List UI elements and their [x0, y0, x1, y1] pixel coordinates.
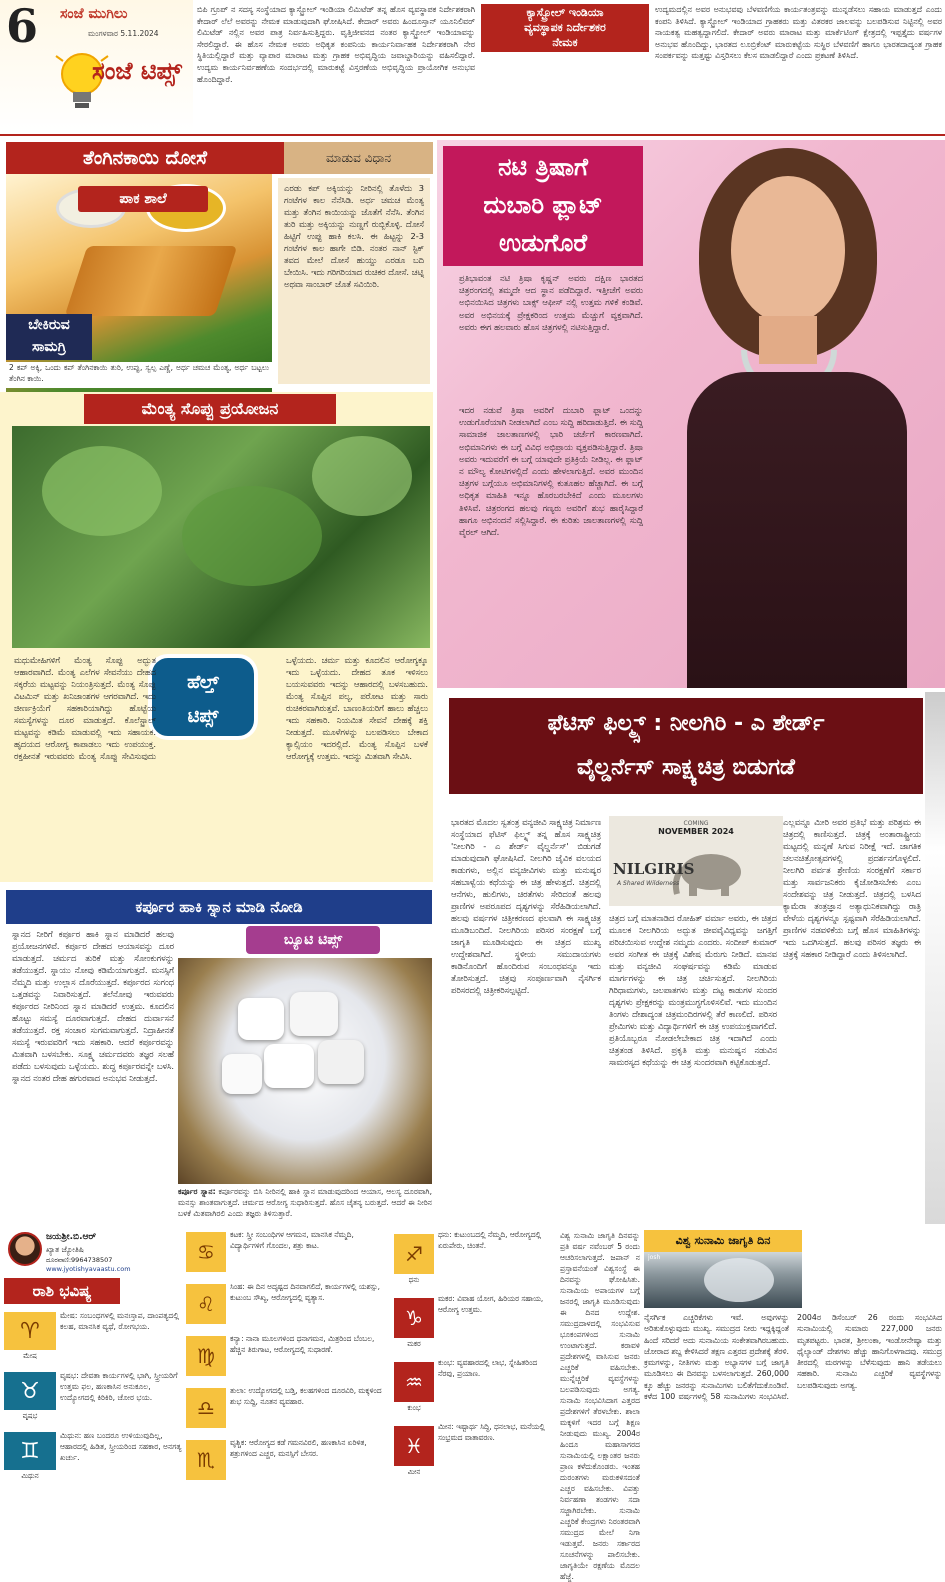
- nilgiris-poster: [609, 816, 783, 906]
- zodiac-row: [394, 1294, 556, 1356]
- sign-text: ಕನ್ಯಾ: ನಾನಾ ಮೂಲಗಳಿಂದ ಧನಾಗಮನ, ಮಿತ್ರರಿಂದ ಬೆಂಬಲ, ಹೆಚ್ಚಿನ ತಿರುಗಾಟ, ಆರೋಗ್ಯದಲ್ಲಿ ಸುಧಾರಣೆ.: [230, 1334, 375, 1354]
- photo-tag: josh: [648, 1254, 661, 1261]
- sign-name: ಮೀನ: [407, 1468, 421, 1476]
- zodiac-row: [186, 1230, 390, 1280]
- vrishchika-icon: ♏: [186, 1440, 226, 1480]
- top-story-headline-line1: ಕ್ಯಾಸ್ಟ್ರೋಲ್ ಇಂಡಿಯಾ: [526, 6, 604, 19]
- leaf-cluster: [42, 446, 162, 536]
- nilgiris-headline-line2: ವೈಲ್ಡರ್ನೆಸ್ ಸಾಕ್ಷ್ಯಚಿತ್ರ ಬಿಡುಗಡೆ: [577, 755, 795, 780]
- tsunami-title: ವಿಶ್ವ ಸುನಾಮಿ ಜಾಗೃತಿ ದಿನ: [644, 1230, 802, 1252]
- author-photo: [8, 1232, 42, 1266]
- camphor-cube: [264, 1044, 314, 1088]
- leaf-cluster: [182, 486, 322, 586]
- dosa-ingredients: 2 ಕಪ್ ಅಕ್ಕಿ, ಒಂದು ಕಪ್ ತೆಂಗಿನಕಾಯಿ ತುರಿ, ಉಪ್ಪು, ಸ್ವಲ್ಪ ಎಣ್ಣೆ, ಅರ್ಧ ಚಮಚ ಮೆಂತ್ಯ, ಅರ್ಧ ಬಟ್ಟಲು ತೆಂಗಿನ ಕಾಯಿ.: [6, 362, 272, 388]
- dosa-roll: [65, 246, 238, 316]
- badge-line1: ಹೆಲ್ತ್: [187, 672, 219, 693]
- sign-text: ಮೀನ: ಇಷ್ಟಾರ್ಥ ಸಿದ್ಧಿ, ಧನಲಾಭ, ಮನೆಯಲ್ಲಿ ಸಂಭ್ರಮದ ವಾತಾವರಣ.: [438, 1422, 545, 1442]
- tsunami-photo: [644, 1252, 802, 1308]
- zodiac-row: [394, 1358, 556, 1420]
- trisha-body-1: ಪ್ರತಿಭಾವಂತ ನಟಿ ತ್ರಿಷಾ ಕೃಷ್ಣನ್ ಅವರು ದಕ್ಷಿಣ ಭಾರತದ ಚಿತ್ರರಂಗದಲ್ಲಿ ತಮ್ಮದೇ ಆದ ಸ್ಥಾನ ಪಡೆದಿದ್ದಾರೆ. ಇತ್ತೀಚೆಗೆ ಅವರು ಅಭಿನಯಿಸಿದ ಚಿತ್ರಗಳು ಬಾಕ್ಸ್ ಆಫೀಸ್ ನಲ್ಲಿ ಉತ್ತಮ ಗಳಿಕೆ ಕಂಡಿವೆ. ಅವರ ಅಭಿನಯಕ್ಕೆ ಪ್ರೇಕ್ಷಕರಿಂದ ಉತ್ತಮ ಮೆಚ್ಚುಗೆ ವ್ಯಕ್ತವಾಗಿದೆ. ಅವರು ಈಗ ಹಲವಾರು ಹೊಸ ಚಿತ್ರಗಳಲ್ಲಿ ನಟಿಸುತ್ತಿದ್ದಾರೆ.: [459, 273, 643, 332]
- sign-name: ಮಿಥುನ: [21, 1472, 39, 1480]
- trisha-headline-line3: ಉಡುಗೊರೆ: [498, 229, 588, 257]
- poster-coming: COMING: [683, 820, 709, 827]
- zodiac-row: [186, 1386, 390, 1436]
- horoscope-mid-column: [186, 1230, 390, 1488]
- trisha-body-2: ಇದರ ನಡುವೆ ತ್ರಿಷಾ ಅವರಿಗೆ ದುಬಾರಿ ಫ್ಲಾಟ್ ಒಂದನ್ನು ಉಡುಗೊರೆಯಾಗಿ ನೀಡಲಾಗಿದೆ ಎಂಬ ಸುದ್ದಿ ಹರಿದಾಡುತ್ತಿದೆ. ಈ ಸುದ್ದಿ ಸಾಮಾಜಿಕ ಜಾಲತಾಣಗಳಲ್ಲಿ ಭಾರಿ ಚರ್ಚೆಗೆ ಕಾರಣವಾಗಿದೆ. ಅಭಿಮಾನಿಗಳು ಈ ಬಗ್ಗೆ ವಿವಿಧ ಅಭಿಪ್ರಾಯ ವ್ಯಕ್ತಪಡಿಸುತ್ತಿದ್ದಾರೆ. ತ್ರಿಷಾ ಅವರು ಇದುವರೆಗೆ ಈ ಬಗ್ಗೆ ಯಾವುದೇ ಪ್ರತಿಕ್ರಿಯೆ ನೀಡಿಲ್ಲ. ಈ ಫ್ಲಾಟ್ ನ ಮೌಲ್ಯ ಕೋಟಿಗಳಲ್ಲಿದೆ ಎಂದು ಹೇಳಲಾಗುತ್ತಿದೆ. ಅವರ ಮುಂದಿನ ಚಿತ್ರಗಳ ಬಗ್ಗೆಯೂ ಅಭಿಮಾನಿಗಳಲ್ಲಿ ಕುತೂಹಲ ಹೆಚ್ಚಾಗಿದೆ. ಈ ಬಗ್ಗೆ ಅಧಿಕೃತ ಮಾಹಿತಿ ಇನ್ನೂ ಹೊರಬರಬೇಕಿದೆ ಎಂದು ಮೂಲಗಳು ತಿಳಿಸಿವೆ. ಚಿತ್ರರಂಗದ ಹಲವು ಗಣ್ಯರು ಅವರಿಗೆ ಶುಭ ಹಾರೈಸಿದ್ದಾರೆ ಹಾಗೂ ಅಭಿನಂದನೆ ಸಲ್ಲಿಸಿದ್ದಾರೆ. ಈ ಕುರಿತು ಜಾಲತಾಣಗಳಲ್ಲಿ ಸುದ್ದಿ ವೈರಲ್ ಆಗಿದೆ.: [459, 405, 643, 537]
- zodiac-row: [186, 1438, 390, 1488]
- simha-icon: ♌: [186, 1284, 226, 1324]
- camphor-section: [0, 888, 433, 1224]
- sign-name: ಧನು: [408, 1276, 420, 1284]
- ingredients-label-line2: ಸಾಮಗ್ರಿ: [32, 339, 66, 355]
- top-story-headline-box: [481, 4, 649, 52]
- paper-name: ಸಂಜೆ ಮುಗಿಲು: [60, 6, 128, 22]
- tsunami-body: ನೈಸರ್ಗಿಕ ಎಚ್ಚರಿಕೆಗಳು ಇವೆ. ಅವುಗಳನ್ನು ಅರಿತುಕೊಳ್ಳುವುದು ಮುಖ್ಯ. ಸಮುದ್ರದ ನೀರು ಇದ್ದಕ್ಕಿದ್ದಂತೆ ಹಿಂದೆ ಸರಿದರೆ ಅದು ಸುನಾಮಿಯ ಸಂಕೇತವಾಗಿರಬಹುದು. ಜೋರಾದ ಶಬ್ದ ಕೇಳಿಸಿದರೆ ತಕ್ಷಣ ಎತ್ತರದ ಪ್ರದೇಶಕ್ಕೆ ತೆರಳಿ. ಕ್ರಮಗಳನ್ನು, ನೀತಿಗಳು ಮತ್ತು ಅಭ್ಯಾಸಗಳ ಬಗ್ಗೆ ಜಾಗೃತಿ ಮೂಡಿಸಲು ಈ ದಿನವನ್ನು ಬಳಸಲಾಗುತ್ತದೆ. 260,000 ಕ್ಕೂ ಹೆಚ್ಚು ಜನರನ್ನು ಸುನಾಮಿಗಳು ಬಲಿತೆಗೆದುಕೊಂಡಿವೆ. ಕಳೆದ 100 ವರ್ಷಗಳಲ್ಲಿ 58 ಸುನಾಮಿಗಳು ಸಂಭವಿಸಿವೆ. 2004ರ ಡಿಸೆಂಬರ್ 26 ರಂದು ಸಂಭವಿಸಿದ ಸುನಾಮಿಯಲ್ಲಿ ಸುಮಾರು 227,000 ಜನರು ಮೃತಪಟ್ಟರು. ಭಾರತ, ಶ್ರೀಲಂಕಾ, ಇಂಡೋನೇಷ್ಯಾ ಮತ್ತು ಥೈಲ್ಯಾಂಡ್ ದೇಶಗಳು ಹೆಚ್ಚು ಹಾನಿಗೊಳಗಾದವು. ಸಮುದ್ರ ತೀರದಲ್ಲಿ ಮರಗಳನ್ನು ಬೆಳೆಸುವುದು ಹಾನಿ ತಡೆಯಲು ಸಹಕಾರಿ. ಸುನಾಮಿ ಎಚ್ಚರಿಕೆ ವ್ಯವಸ್ಥೆಗಳನ್ನು ಬಲಪಡಿಸುವುದು ಅಗತ್ಯ.: [644, 1313, 942, 1402]
- badge-line2: ಟಿಪ್ಸ್: [187, 706, 219, 727]
- ingredients-label: [6, 314, 92, 360]
- zodiac-row: [4, 1428, 184, 1486]
- dosa-method: ಎರಡು ಕಪ್ ಅಕ್ಕಿಯನ್ನು ನೀರಿನಲ್ಲಿ ತೊಳೆದು 3 ಗಂಟೆಗಳ ಕಾಲ ನೆನೆಸಿಡಿ. ಅರ್ಧ ಚಮಚ ಮೆಂತ್ಯ ಮತ್ತು ತೆಂಗಿನ ಕಾಯಿಯನ್ನು ಜೊತೆಗೆ ನೆನೆಸಿ. ತೆಂಗಿನ ತುರಿ ಮತ್ತು ಅಕ್ಕಿಯನ್ನು ನುಣ್ಣಗೆ ರುಬ್ಬಿಕೊಳ್ಳಿ. ದೋಸೆ ಹಿಟ್ಟಿಗೆ ಉಪ್ಪು ಹಾಕಿ ಕಲಸಿ. ಈ ಹಿಟ್ಟನ್ನು 2-3 ಗಂಟೆಗಳ ಕಾಲ ಹಾಗೇ ಬಿಡಿ. ನಂತರ ನಾನ್ ಸ್ಟಿಕ್ ತವದ ಮೇಲೆ ದೋಸೆ ಹುಯ್ದು ಎರಡೂ ಬದಿ ಬೇಯಿಸಿ. ಇದು ಗರಿಗರಿಯಾದ ರುಚಿಕರ ದೋಸೆ. ಚಟ್ನಿ ಅಥವಾ ಸಾಂಬಾರ್ ಜೊತೆ ಸವಿಯಿರಿ.: [278, 178, 430, 384]
- horoscope-title: ರಾಶಿ ಭವಿಷ್ಯ: [4, 1278, 120, 1304]
- zodiac-row: [394, 1230, 556, 1292]
- horoscope-section: [0, 1228, 558, 1491]
- camphor-cube: [290, 992, 338, 1036]
- top-story-headline-line2: ವ್ಯವಸ್ಥಾಪಕ ನಿರ್ದೇಶಕರ: [524, 21, 606, 34]
- sign-text: ವೃಷಭ: ದೇವತಾ ಕಾರ್ಯಗಳಲ್ಲಿ ಭಾಗಿ, ಸ್ತ್ರೀಯರಿಗೆ ಉತ್ತಮ ಫಲ, ಹಣಕಾಸಿನ ಅನುಕೂಲ, ಉದ್ಯೋಗದಲ್ಲಿ ಕಿರಿಕಿರಿ, ಚೋರ ಭಯ.: [60, 1371, 178, 1402]
- menthya-body: ಮಧುಮೇಹಿಗಳಿಗೆ ಮೆಂತ್ಯ ಸೊಪ್ಪು ಅದ್ಭುತ ಆಹಾರವಾಗಿದೆ. ಮೆಂತ್ಯ ಎಲೆಗಳ ಸೇವನೆಯು ದೇಹದ ಸಕ್ಕರೆಯ ಮಟ್ಟವನ್ನು ನಿಯಂತ್ರಿಸುತ್ತದೆ. ಮೆಂತ್ಯ ಸೊಪ್ಪು ವಿಟಮಿನ್ ಮತ್ತು ಖನಿಜಾಂಶಗಳ ಆಗರವಾಗಿದೆ. ಇದು ಜೀರ್ಣಕ್ರಿಯೆಗೆ ಸಹಕಾರಿಯಾಗಿದ್ದು ಹೊಟ್ಟೆಯ ಸಮಸ್ಯೆಗಳನ್ನು ದೂರ ಮಾಡುತ್ತದೆ. ಕೊಲೆಸ್ಟ್ರಾಲ್ ಮಟ್ಟವನ್ನು ಕಡಿಮೆ ಮಾಡುವಲ್ಲಿ ಇದು ಸಹಾಯಕ. ಹೃದಯದ ಆರೋಗ್ಯ ಕಾಪಾಡಲು ಇದು ಉಪಯುಕ್ತ. ರಕ್ತಹೀನತೆ ಇರುವವರು ಮೆಂತ್ಯ ಸೊಪ್ಪು ಸೇವಿಸುವುದು ಒಳ್ಳೆಯದು. ಚರ್ಮ ಮತ್ತು ಕೂದಲಿನ ಆರೋಗ್ಯಕ್ಕೂ ಇದು ಒಳ್ಳೆಯದು. ದೇಹದ ತೂಕ ಇಳಿಸಲು ಬಯಸುವವರು ಇದನ್ನು ಆಹಾರದಲ್ಲಿ ಬಳಸಬಹುದು. ಮೆಂತ್ಯ ಸೊಪ್ಪಿನ ಪಲ್ಯ, ಪರೋಟ ಮತ್ತು ಸಾರು ರುಚಿಕರವಾಗಿರುತ್ತವೆ. ಬಾಣಂತಿಯರಿಗೆ ಹಾಲು ಹೆಚ್ಚಲು ಇದು ಸಹಕಾರಿ. ನಿಯಮಿತ ಸೇವನೆ ದೇಹಕ್ಕೆ ಶಕ್ತಿ ನೀಡುತ್ತದೆ. ಮೂಳೆಗಳನ್ನು ಬಲಪಡಿಸಲು ಬೇಕಾದ ಕ್ಯಾಲ್ಸಿಯಂ ಇದರಲ್ಲಿದೆ. ಮೆಂತ್ಯ ಸೊಪ್ಪಿನ ಬಳಕೆ ಆರೋಗ್ಯಕ್ಕೆ ಉತ್ತಮ. ಇದನ್ನು ಮಿತವಾಗಿ ಸೇವಿಸಿ.: [14, 655, 428, 762]
- kataka-icon: ♋: [186, 1232, 226, 1272]
- trisha-face: [731, 176, 845, 324]
- poster-date: NOVEMBER 2024: [658, 827, 734, 836]
- vrishabha-icon: ♉: [4, 1372, 56, 1410]
- menthya-title: ಮೆಂತ್ಯ ಸೊಪ್ಪು ಪ್ರಯೋಜನ: [84, 394, 336, 424]
- mithuna-icon: ♊: [4, 1432, 56, 1470]
- meena-icon: ♓: [394, 1426, 434, 1466]
- dosa-title: ತೆಂಗಿನಕಾಯಿ ದೋಸೆ: [6, 142, 284, 174]
- tsunami-left-column: ವಿಶ್ವ ಸುನಾಮಿ ಜಾಗೃತಿ ದಿನವನ್ನು ಪ್ರತಿ ವರ್ಷ ನವೆಂಬರ್ 5 ರಂದು ಆಚರಿಸಲಾಗುತ್ತದೆ. ಜಪಾನ್ ನ ಪ್ರಸ್ತಾವನೆಯಂತೆ ವಿಶ್ವಸಂಸ್ಥೆ ಈ ದಿನವನ್ನು ಘೋಷಿಸಿತು. ಸುನಾಮಿಯ ಅಪಾಯಗಳ ಬಗ್ಗೆ ಜನರಲ್ಲಿ ಜಾಗೃತಿ ಮೂಡಿಸುವುದು ಈ ದಿನದ ಉದ್ದೇಶ. ಸಮುದ್ರದಾಳದಲ್ಲಿ ಸಂಭವಿಸುವ ಭೂಕಂಪಗಳಿಂದ ಸುನಾಮಿ ಉಂಟಾಗುತ್ತದೆ. ಕರಾವಳಿ ಪ್ರದೇಶಗಳಲ್ಲಿ ವಾಸಿಸುವ ಜನರು ಎಚ್ಚರಿಕೆ ವಹಿಸಬೇಕು. ಮುನ್ನೆಚ್ಚರಿಕೆ ವ್ಯವಸ್ಥೆಗಳನ್ನು ಬಲಪಡಿಸುವುದು ಅಗತ್ಯ. ಸುನಾಮಿ ಸಂಭವಿಸಿದಾಗ ಎತ್ತರದ ಪ್ರದೇಶಗಳಿಗೆ ತೆರಳಬೇಕು. ಶಾಲಾ ಮಕ್ಕಳಿಗೆ ಇದರ ಬಗ್ಗೆ ಶಿಕ್ಷಣ ನೀಡುವುದು ಮುಖ್ಯ. 2004ರ ಹಿಂದೂ ಮಹಾಸಾಗರದ ಸುನಾಮಿಯಲ್ಲಿ ಲಕ್ಷಾಂತರ ಜನರು ಪ್ರಾಣ ಕಳೆದುಕೊಂಡರು. ಇಂತಹ ದುರಂತಗಳು ಮರುಕಳಿಸದಂತೆ ಎಚ್ಚರ ವಹಿಸಬೇಕು. ವಿಪತ್ತು ನಿರ್ವಹಣಾ ತಂಡಗಳು ಸದಾ ಸಜ್ಜಾಗಿರಬೇಕು. ಸುನಾಮಿ ಎಚ್ಚರಿಕೆ ಕೇಂದ್ರಗಳು ನಿರಂತರವಾಗಿ ಸಮುದ್ರದ ಮೇಲೆ ನಿಗಾ ಇಡುತ್ತವೆ. ಜನರು ಸರ್ಕಾರದ ಸೂಚನೆಗಳನ್ನು ಪಾಲಿಸಬೇಕು. ಜಾಗೃತಿಯೇ ರಕ್ಷಣೆಯ ಮೊದಲ ಹೆಜ್ಜೆ.: [560, 1231, 640, 1581]
- menthya-photo: [12, 426, 430, 648]
- kumbha-icon: ♒: [394, 1362, 434, 1402]
- zodiac-row: [186, 1282, 390, 1332]
- sign-name: ವೃಷಭ: [22, 1412, 38, 1420]
- nilgiris-col1: ಭಾರತದ ಮೊದಲ ಸ್ವತಂತ್ರ ವನ್ಯಜೀವಿ ಸಾಕ್ಷ್ಯಚಿತ್ರ ನಿರ್ಮಾಣ ಸಂಸ್ಥೆಯಾದ ಫೆಟಿಸ್ ಫಿಲ್ಮ್ಸ್ ತನ್ನ ಹೊಸ ಸಾಕ್ಷ್ಯಚಿತ್ರ 'ನೀಲಗಿರಿ - ಎ ಶೇರ್ಡ್ ವೈಲ್ಡರ್ನೆಸ್' ಬಿಡುಗಡೆ ಮಾಡುವುದಾಗಿ ಘೋಷಿಸಿದೆ. ನೀಲಗಿರಿ ಜೈವಿಕ ವಲಯದ ಕಾಡುಗಳು, ಅಲ್ಲಿನ ವನ್ಯಜೀವಿಗಳು ಮತ್ತು ಮನುಷ್ಯರ ಸಹಬಾಳ್ವೆಯ ಕಥೆಯನ್ನು ಈ ಚಿತ್ರ ಹೇಳುತ್ತದೆ. ಚಿತ್ರದಲ್ಲಿ ಆನೆಗಳು, ಹುಲಿಗಳು, ಚಿರತೆಗಳು ಸೇರಿದಂತೆ ಹಲವು ಪ್ರಾಣಿಗಳ ಅಪರೂಪದ ದೃಶ್ಯಗಳನ್ನು ಸೆರೆಹಿಡಿಯಲಾಗಿದೆ. ಹಲವು ವರ್ಷಗಳ ಚಿತ್ರೀಕರಣದ ಫಲವಾಗಿ ಈ ಸಾಕ್ಷ್ಯಚಿತ್ರ ಮೂಡಿಬಂದಿದೆ. ನೀಲಗಿರಿಯ ಪರಿಸರ ಸಂರಕ್ಷಣೆ ಬಗ್ಗೆ ಜಾಗೃತಿ ಮೂಡಿಸುವುದು ಈ ಚಿತ್ರದ ಮುಖ್ಯ ಉದ್ದೇಶವಾಗಿದೆ. ಸ್ಥಳೀಯ ಸಮುದಾಯಗಳು ಕಾಡಿನೊಂದಿಗೆ ಹೊಂದಿರುವ ಸಂಬಂಧವನ್ನೂ ಇದು ತೋರಿಸುತ್ತದೆ. ಚಿತ್ರವು ಸಂಪೂರ್ಣವಾಗಿ ನೈಸರ್ಗಿಕ ಪರಿಸರದಲ್ಲಿ ಚಿತ್ರೀಕರಿಸಲ್ಪಟ್ಟಿದೆ.: [451, 817, 601, 996]
- top-story-headline-line3: ನೇಮಕ: [552, 36, 578, 49]
- tsunami-section: [644, 1228, 945, 1491]
- nilgiris-section: [437, 692, 945, 1224]
- dosa-subtitle: ಮಾಡುವ ವಿಧಾನ: [284, 142, 433, 174]
- makara-icon: ♑: [394, 1298, 434, 1338]
- trisha-photo: [647, 140, 945, 688]
- beauty-tips-label: ಬ್ಯೂಟಿ ಟಿಪ್ಸ್: [246, 926, 380, 954]
- camphor-cube: [238, 998, 284, 1040]
- trisha-dress: [687, 372, 907, 688]
- sign-text: ವೃಶ್ಚಿಕ: ಆರೋಗ್ಯದ ಕಡೆ ಗಮನವಿರಲಿ, ಹಣಕಾಸಿನ ಏರಿಳಿತ, ಶತ್ರುಗಳಿಂದ ಎಚ್ಚರ, ಮನಸ್ಸಿಗೆ ಬೇಸರ.: [230, 1438, 367, 1458]
- author-site[interactable]: www.jyotishyavaastu.com: [46, 1265, 131, 1273]
- nilgiris-col2: ಚಿತ್ರದ ಬಗ್ಗೆ ಮಾತನಾಡಿದ ರೋಹಿತ್ ವರ್ಮಾ ಅವರು, ಈ ಚಿತ್ರದ ಮೂಲಕ ನೀಲಗಿರಿಯ ಅದ್ಭುತ ಜೀವವೈವಿಧ್ಯವನ್ನು ಜಗತ್ತಿಗೆ ಪರಿಚಯಿಸುವ ಉದ್ದೇಶ ನಮ್ಮದು ಎಂದರು. ಸಂದೀಪ್ ಕುಮಾರ್ ಅವರ ಸಂಗೀತ ಈ ಚಿತ್ರಕ್ಕೆ ವಿಶೇಷ ಮೆರುಗು ನೀಡಿದೆ. ಮಾನವ ಮತ್ತು ವನ್ಯಜೀವಿ ಸಂಘರ್ಷವನ್ನು ಕಡಿಮೆ ಮಾಡುವ ಮಾರ್ಗಗಳನ್ನು ಈ ಚಿತ್ರ ಚರ್ಚಿಸುತ್ತದೆ. ನೀಲಗಿರಿಯ ಗಿರಿಧಾಮಗಳು, ಜಲಪಾತಗಳು ಮತ್ತು ದಟ್ಟ ಕಾಡುಗಳ ಸುಂದರ ದೃಶ್ಯಗಳು ಪ್ರೇಕ್ಷಕರನ್ನು ಮಂತ್ರಮುಗ್ಧಗೊಳಿಸಲಿವೆ. ಇದು ಮುಂದಿನ ತಿಂಗಳು ದೇಶಾದ್ಯಂತ ಚಿತ್ರಮಂದಿರಗಳಲ್ಲಿ ತೆರೆ ಕಾಣಲಿದೆ. ಪರಿಸರ ಪ್ರೇಮಿಗಳು ಮತ್ತು ವಿದ್ಯಾರ್ಥಿಗಳಿಗೆ ಈ ಚಿತ್ರ ಉಪಯುಕ್ತವಾಗಲಿದೆ. ಪ್ರತಿಯೊಬ್ಬರೂ ನೋಡಲೇಬೇಕಾದ ಚಿತ್ರ ಇದಾಗಿದೆ ಎಂದು ಚಿತ್ರತಂಡ ತಿಳಿಸಿದೆ. ಪ್ರಕೃತಿ ಮತ್ತು ಮನುಷ್ಯನ ನಡುವಿನ ಸಾಮರಸ್ಯದ ಕಥೆಯನ್ನು ಈ ಚಿತ್ರ ಸುಂದರವಾಗಿ ಕಟ್ಟಿಕೊಡುತ್ತದೆ.: [609, 913, 777, 1068]
- trisha-section: [437, 140, 945, 688]
- camphor-cube: [318, 1040, 364, 1084]
- tula-icon: ♎: [186, 1388, 226, 1428]
- menthya-section: [0, 392, 433, 882]
- divider: [0, 134, 945, 136]
- top-story-body-right: ಉದ್ಯಮದಲ್ಲಿನ ಅವರ ಅನುಭವವು ಬೆಳವಣಿಗೆಯ ಕಾರ್ಯತಂತ್ರವನ್ನು ಮುನ್ನಡೆಸಲು ಸಹಾಯ ಮಾಡುತ್ತದೆ ಎಂದು ಕಂಪನಿ ತಿಳಿಸಿದೆ. ಕ್ಯಾಸ್ಟ್ರೋಲ್ ಇಂಡಿಯಾದ ಗ್ರಾಹಕರು ಮತ್ತು ವಿತರಕರ ಜಾಲವನ್ನು ಬಲಪಡಿಸುವ ನಿಟ್ಟಿನಲ್ಲಿ ಅವರ ನಾಯಕತ್ವ ಮಹತ್ವದ್ದಾಗಲಿದೆ. ಕೇದಾರ್ ಅವರು ಮಾರಾಟ ಮತ್ತು ಮಾರ್ಕೆಟಿಂಗ್ ಕ್ಷೇತ್ರದಲ್ಲಿ ಇಪ್ಪತ್ತೈದು ವರ್ಷಗಳ ಅನುಭವ ಹೊಂದಿದ್ದು, ಭಾರತದ ಲೂಬ್ರಿಕೆಂಟ್ ಮಾರುಕಟ್ಟೆಯ ಸುಸ್ಥಿರ ಬೆಳವಣಿಗೆ ಹಾಗೂ ಭಾರತದಾದ್ಯಂತ ಗ್ರಾಹಕ ಸಂಪರ್ಕವನ್ನು ಮತ್ತಷ್ಟು ವಿಸ್ತರಿಸಲು ಕೆಲಸ ಮಾಡಲಿದ್ದಾರೆ ಎಂದು ಪ್ರಕಟಣೆ ತಿಳಿಸಿದೆ.: [655, 5, 942, 61]
- nilgiris-headline-line1: ಫೆಟಿಸ್ ಫಿಲ್ಮ್ಸ್ : ನೀಲಗಿರಿ - ಎ ಶೇರ್ಡ್: [547, 711, 825, 736]
- trisha-headline: [443, 146, 643, 266]
- zodiac-row: [186, 1334, 390, 1384]
- caption-label: ಕರ್ಪೂರ ಸ್ನಾನ:: [178, 1187, 216, 1196]
- camphor-caption: [178, 1186, 432, 1222]
- nilgiris-col3: ಎಲ್ಲವನ್ನೂ ಮೀರಿ ಅವರ ಪ್ರತಿಭೆ ಮತ್ತು ಪರಿಶ್ರಮ ಈ ಚಿತ್ರದಲ್ಲಿ ಕಾಣಿಸುತ್ತದೆ. ಚಿತ್ರಕ್ಕೆ ಅಂತಾರಾಷ್ಟ್ರೀಯ ಮಟ್ಟದಲ್ಲಿ ಮನ್ನಣೆ ಸಿಗುವ ನಿರೀಕ್ಷೆ ಇದೆ. ಜಾಗತಿಕ ಚಲನಚಿತ್ರೋತ್ಸವಗಳಲ್ಲಿ ಪ್ರದರ್ಶನಗೊಳ್ಳಲಿದೆ. ನೀಲಗಿರಿ ಪರ್ವತ ಶ್ರೇಣಿಯ ಸಂರಕ್ಷಣೆಗೆ ಸರ್ಕಾರ ಮತ್ತು ಸಾರ್ವಜನಿಕರು ಕೈಜೋಡಿಸಬೇಕು ಎಂಬ ಸಂದೇಶವನ್ನು ಚಿತ್ರ ನೀಡುತ್ತದೆ. ಚಿತ್ರದಲ್ಲಿ ಬಳಸಿದ ಕ್ಯಾಮೆರಾ ತಂತ್ರಜ್ಞಾನ ಅತ್ಯಾಧುನಿಕವಾಗಿದ್ದು ರಾತ್ರಿ ವೇಳೆಯ ದೃಶ್ಯಗಳನ್ನೂ ಸ್ಪಷ್ಟವಾಗಿ ಸೆರೆಹಿಡಿಯಲಾಗಿದೆ. ಪ್ರಾಣಿಗಳ ನಡವಳಿಕೆಯ ಬಗ್ಗೆ ಹೊಸ ಮಾಹಿತಿಗಳನ್ನು ಇದು ಒದಗಿಸುತ್ತದೆ. ಹಲವು ಪರಿಸರ ತಜ್ಞರು ಈ ಚಿತ್ರಕ್ಕೆ ಸಹಕಾರ ನೀಡಿದ್ದಾರೆ ಎಂದು ತಿಳಿಸಲಾಗಿದೆ.: [783, 817, 921, 960]
- masthead: [0, 0, 193, 132]
- caption-text: ಕರ್ಪೂರವನ್ನು ಬಿಸಿ ನೀರಿನಲ್ಲಿ ಹಾಕಿ ಸ್ನಾನ ಮಾಡುವುದರಿಂದ ಆಯಾಸ, ಆಲಸ್ಯ ದೂರವಾಗಿ, ಮನಸ್ಸು ಶಾಂತವಾಗುತ್ತದೆ. ಚರ್ಮದ ಆರೋಗ್ಯ ಸುಧಾರಿಸುತ್ತದೆ. ಹೊಸ ಚೈತನ್ಯ ಬರುತ್ತದೆ. ಆದರೆ ಈ ನೀರಿನ ಬಳಕೆ ಮಿತವಾಗಿರಲಿ ಎಂದು ತಜ್ಞರು ತಿಳಿಸುತ್ತಾರೆ.: [178, 1187, 433, 1218]
- sign-text: ಕಟಕ: ಸ್ತ್ರೀ ಸಂಬಂಧಿಗಳ ಆಗಮನ, ಮಾನಸಿಕ ನೆಮ್ಮದಿ, ವಿದ್ಯಾರ್ಥಿಗಳಿಗೆ ಗೊಂದಲ, ಶತ್ರು ಕಾಟ.: [230, 1230, 354, 1250]
- sign-name: ಕುಂಭ: [407, 1404, 421, 1412]
- tsunami-body-top-right: [806, 1228, 942, 1308]
- side-photo-strip: [925, 692, 945, 1224]
- zodiac-row: [4, 1368, 184, 1426]
- camphor-photo: [178, 958, 432, 1184]
- horoscope-right-column: [394, 1230, 556, 1488]
- camphor-cube: [222, 1054, 262, 1094]
- mesha-icon: ♈: [4, 1312, 56, 1350]
- sign-text: ಸಿಂಹ: ಈ ದಿನ ಅದೃಷ್ಟದ ದಿನವಾಗಲಿದೆ, ಕಾರ್ಯಗಳಲ್ಲಿ ಯಶಸ್ಸು, ಕುಟುಂಬ ಸೌಖ್ಯ, ಆರೋಗ್ಯದಲ್ಲಿ ವ್ಯತ್ಯಾಸ.: [230, 1282, 380, 1302]
- wave-shape: [704, 1258, 774, 1302]
- dhanu-icon: ♐: [394, 1234, 434, 1274]
- sign-text: ಧನು: ಕುಟುಂಬದಲ್ಲಿ ನೆಮ್ಮದಿ, ಆರೋಗ್ಯದಲ್ಲಿ ಏರುಪೇರು, ಚಿಂತನೆ.: [438, 1230, 542, 1250]
- sign-name: ಮಕರ: [407, 1340, 421, 1348]
- kitchen-label: ಪಾಕ ಶಾಲೆ: [78, 186, 208, 212]
- poster-title: NILGIRIS: [613, 860, 695, 878]
- ingredients-label-line1: ಬೇಕಿರುವ: [28, 317, 70, 333]
- section-title: ಸಂಜೆ ಟಿಪ್ಸ್: [92, 57, 182, 85]
- author-role: ಖ್ಯಾತ ಜ್ಯೋತಿಷಿ: [46, 1245, 84, 1254]
- dosa-section: [0, 140, 433, 388]
- leaf-cluster: [312, 436, 412, 516]
- trisha-headline-line1: ನಟಿ ತ್ರಿಷಾಗೆ: [498, 153, 588, 181]
- camphor-body: ಸ್ನಾನದ ನೀರಿಗೆ ಕರ್ಪೂರ ಹಾಕಿ ಸ್ನಾನ ಮಾಡಿದರೆ ಹಲವು ಪ್ರಯೋಜನಗಳಿವೆ. ಕರ್ಪೂರ ದೇಹದ ಆಯಾಸವನ್ನು ದೂರ ಮಾಡುತ್ತದೆ. ಚರ್ಮದ ತುರಿಕೆ ಮತ್ತು ಸೋಂಕುಗಳನ್ನು ತಡೆಯುತ್ತದೆ. ಸ್ನಾಯು ನೋವು ಕಡಿಮೆಯಾಗುತ್ತದೆ. ಮನಸ್ಸಿಗೆ ನೆಮ್ಮದಿ ಮತ್ತು ಉಲ್ಲಾಸ ದೊರೆಯುತ್ತದೆ. ಕರ್ಪೂರದ ಸುಗಂಧ ಒತ್ತಡವನ್ನು ನಿವಾರಿಸುತ್ತದೆ. ತಲೆನೋವು ಇರುವವರು ಕರ್ಪೂರದ ನೀರಿನಿಂದ ಸ್ನಾನ ಮಾಡಿದರೆ ಉತ್ತಮ. ಕೂದಲಿನ ಹೊಟ್ಟು ಸಮಸ್ಯೆ ದೂರವಾಗುತ್ತದೆ. ದೇಹದ ದುರ್ವಾಸನೆ ತಡೆಯುತ್ತದೆ. ರಕ್ತ ಸಂಚಾರ ಸುಗಮವಾಗುತ್ತದೆ. ನಿದ್ರಾಹೀನತೆ ಸಮಸ್ಯೆ ಇರುವವರಿಗೆ ಇದು ಸಹಕಾರಿ. ಆದರೆ ಕರ್ಪೂರವನ್ನು ಮಿತವಾಗಿ ಬಳಸಬೇಕು. ಸೂಕ್ಷ್ಮ ಚರ್ಮದವರು ತಜ್ಞರ ಸಲಹೆ ಪಡೆದು ಬಳಸುವುದು ಒಳ್ಳೆಯದು. ಶುದ್ಧ ಕರ್ಪೂರವನ್ನೇ ಬಳಸಿ. ಸ್ನಾನದ ನಂತರ ದೇಹ ಹಗುರವಾದ ಅನುಭವ ನೀಡುತ್ತದೆ.: [12, 929, 174, 1084]
- trisha-headline-line2: ದುಬಾರಿ ಫ್ಲಾಟ್: [483, 191, 603, 219]
- nilgiris-headline: [449, 698, 923, 794]
- author-phone: ದೂರವಾಣಿ:9964738507: [46, 1256, 113, 1264]
- zodiac-row: [4, 1308, 184, 1366]
- sign-name: ಮೇಷ: [23, 1352, 37, 1360]
- page-number: 6: [6, 0, 39, 53]
- sign-text: ಮಿಥುನ: ಹಣ ಬಂದರೂ ಉಳಿಯುವುದಿಲ್ಲ, ಆಹಾರದಲ್ಲಿ ಹಿಡಿತ, ಸ್ತ್ರೀಯರಿಂದ ಸಹಕಾರ, ಅನಗತ್ಯ ಖರ್ಚು.: [60, 1431, 182, 1462]
- zodiac-row: [394, 1422, 556, 1486]
- sign-text: ತುಲಾ: ಉದ್ಯೋಗದಲ್ಲಿ ಬಡ್ತಿ, ಕಲಹಗಳಿಂದ ದೂರವಿರಿ, ಮಕ್ಕಳಿಂದ ಶುಭ ಸುದ್ದಿ, ನೂತನ ವ್ಯವಹಾರ.: [230, 1386, 382, 1406]
- kanya-icon: ♍: [186, 1336, 226, 1376]
- issue-date: ಮಂಗಳವಾರ 5.11.2024: [88, 29, 159, 38]
- sign-text: ಮಕರ: ವಿವಾಹ ಯೋಗ, ಹಿರಿಯರ ಸಹಾಯ, ಆರೋಗ್ಯ ಉತ್ತಮ.: [438, 1294, 544, 1314]
- horoscope-left-column: [4, 1308, 184, 1488]
- author-name: ಜಯಶ್ರೀ.ಬಿ.ಆರ್: [46, 1232, 97, 1242]
- poster-subtitle: A Shared Wilderness: [617, 880, 680, 887]
- camphor-title: ಕರ್ಪೂರ ಹಾಕಿ ಸ್ನಾನ ಮಾಡಿ ನೋಡಿ: [6, 890, 432, 924]
- top-story: [197, 4, 942, 132]
- sign-text: ಕುಂಭ: ವ್ಯವಹಾರದಲ್ಲಿ ಲಾಭ, ಸ್ನೇಹಿತರಿಂದ ನೆರವು, ಪ್ರಯಾಣ.: [438, 1358, 538, 1378]
- top-story-body-left: ಬಿಪಿ ಗ್ರೂಪ್ ನ ಸದಸ್ಯ ಸಂಸ್ಥೆಯಾದ ಕ್ಯಾಸ್ಟ್ರೋಲ್ ಇಂಡಿಯಾ ಲಿಮಿಟೆಡ್ ತನ್ನ ಹೊಸ ವ್ಯವಸ್ಥಾಪಕ ನಿರ್ದೇಶಕರಾಗಿ ಕೇದಾರ್ ಲೆಲೆ ಅವರನ್ನು ನೇಮಕ ಮಾಡುವುದಾಗಿ ಘೋಷಿಸಿದೆ. ಕೇದಾರ್ ಅವರು ಹಿಂದೂಸ್ತಾನ್ ಯೂನಿಲಿವರ್ ಲಿಮಿಟೆಡ್ ನಲ್ಲಿನ ಅವರ ಪಾತ್ರ ನಿರ್ವಹಿಸುತ್ತಿದ್ದರು. ವೃತ್ತಿಜೀವನದ ನಂತರ ಕ್ಯಾಸ್ಟ್ರೋಲ್ ಇಂಡಿಯಾವನ್ನು ಸೇರಲಿದ್ದಾರೆ. ಈ ಹೊಸ ನೇಮಕ ಅವರು ಅಧಿಕೃತ ಕಂಪನಿಯ ಕಾರ್ಯನಿರ್ವಾಹಕ ನಿರ್ದೇಶಕರಾಗಿ ನೇರ ಸ್ಥಿತಿಯಲ್ಲಿದ್ದಾರೆ ಮತ್ತು ವ್ಯಾಪಾರ ಮಾರಾಟ ಮತ್ತು ಗ್ರಾಹಕ ಅಭಿವೃದ್ಧಿಯ ಜವಾಬ್ದಾರಿಯನ್ನು ವಹಿಸಲಿದ್ದಾರೆ. ಉದ್ಯಮ ಕಾರ್ಯನಿರ್ವಹಣೆಯ ಸಂದರ್ಭದಲ್ಲಿ ಮಾರುಕಟ್ಟೆ ವಿಸ್ತರಣೆಯ ಅಭಿವೃದ್ಧಿಯ ಪ್ರಾಯೋಗಿಕ ಅನುಭವ ಹೊಂದಿದ್ದಾರೆ.: [197, 5, 475, 84]
- sign-text: ಮೇಷ: ಸಂಬಂಧಗಳಲ್ಲಿ ಮನಃಸ್ತಾಪ, ದಾಂಪತ್ಯದಲ್ಲಿ ಕಲಹ, ಮಾನಸಿಕ ವ್ಯಥೆ, ರೋಗಭಯ.: [60, 1311, 179, 1331]
